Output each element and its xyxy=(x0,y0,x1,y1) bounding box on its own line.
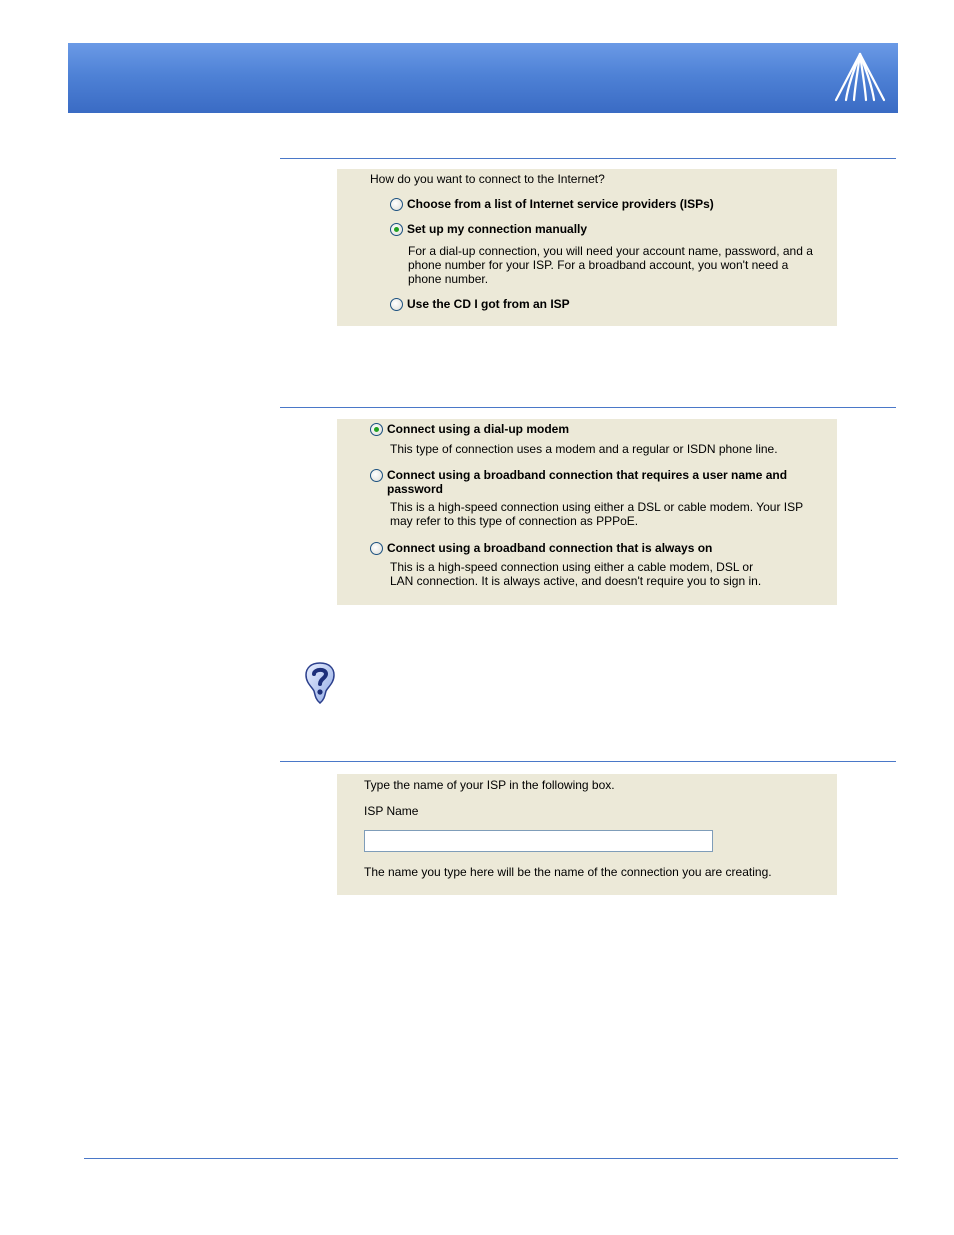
option-broadband-login-label[interactable]: Connect using a broadband connection that requires a user name and password xyxy=(387,468,788,496)
radio-choose-isp-list[interactable] xyxy=(390,198,403,211)
radio-use-isp-cd[interactable] xyxy=(390,298,403,311)
antenna-logo-icon xyxy=(832,50,888,104)
option-dialup-modem-description: This type of connection uses a modem and a regular or ISDN phone line. xyxy=(390,442,778,456)
footer-rule xyxy=(84,1158,898,1159)
option-broadband-always-on-description: This is a high-speed connection using either a cable modem, DSL or LAN connection. It is always active, and doesn't require you to sign in. xyxy=(390,560,762,588)
option-broadband-login-description: This is a high-speed connection using either a DSL or cable modem. Your ISP may refer to this type of connection as PPPoE. xyxy=(390,500,803,528)
isp-name-field-label: ISP Name xyxy=(364,804,419,818)
radio-broadband-login[interactable] xyxy=(370,469,383,482)
connection-method-prompt: How do you want to connect to the Internet? xyxy=(370,172,605,186)
option-use-isp-cd-label[interactable]: Use the CD I got from an ISP xyxy=(407,297,570,311)
isp-name-input[interactable] xyxy=(364,830,713,852)
section-rule-2 xyxy=(280,407,896,408)
isp-name-instruction: Type the name of your ISP in the following box. xyxy=(364,778,615,792)
option-choose-isp-list-label[interactable]: Choose from a list of Internet service providers (ISPs) xyxy=(407,197,714,211)
radio-broadband-always-on[interactable] xyxy=(370,542,383,555)
connection-method-panel xyxy=(337,169,837,326)
radio-dialup-modem[interactable] xyxy=(370,423,383,436)
section-rule-1 xyxy=(280,158,896,159)
radio-setup-manually[interactable] xyxy=(390,223,403,236)
option-dialup-modem-label[interactable]: Connect using a dial-up modem xyxy=(387,422,570,436)
question-mark-help-icon xyxy=(304,661,336,705)
isp-name-note: The name you type here will be the name of the connection you are creating. xyxy=(364,865,772,879)
option-broadband-always-on-label[interactable]: Connect using a broadband connection that is always on xyxy=(387,541,713,555)
connection-type-panel xyxy=(337,419,837,605)
section-rule-3 xyxy=(280,761,896,762)
header-band xyxy=(68,43,898,113)
option-setup-manually-label[interactable]: Set up my connection manually xyxy=(407,222,588,236)
isp-name-panel xyxy=(337,774,837,895)
option-setup-manually-description: For a dial-up connection, you will need your account name, password, and a phone number for your ISP. For a broadband account, you won't need a phone number. xyxy=(408,244,813,286)
